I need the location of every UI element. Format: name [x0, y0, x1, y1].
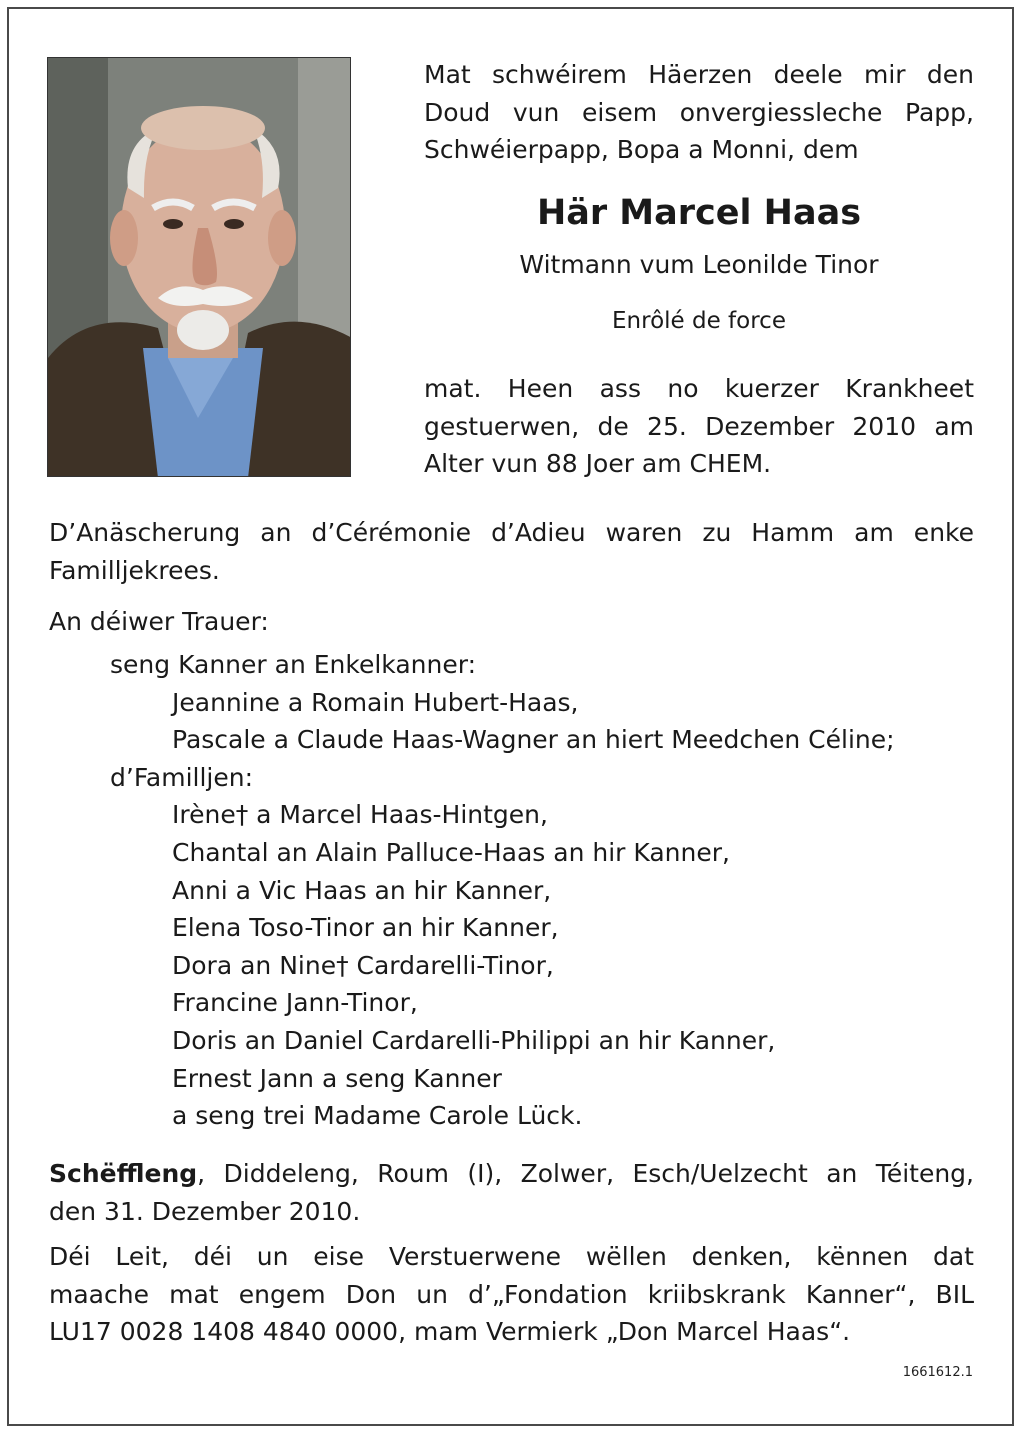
deceased-name: Här Marcel Haas — [536, 193, 862, 233]
place-line-1 — [49, 1155, 974, 1193]
cremation-text — [49, 514, 974, 589]
mourner-entry: Francine Jann-Tinor, — [172, 988, 418, 1018]
donation-line-2: maache mat engem Don un d’„Fondation kriibskrank Kanner“, BIL — [49, 1279, 974, 1309]
death-line-2: gestuerwen, de 25. Dezember 2010 am — [424, 411, 974, 441]
mourner-entry: a seng trei Madame Carole Lück. — [172, 1101, 583, 1131]
mourner-group-heading: seng Kanner an Enkelkanner: — [110, 650, 476, 679]
mourners-heading: An déiwer Trauer: — [49, 607, 269, 636]
mourner-entry: Doris an Daniel Cardarelli-Philippi an hir Kanner, — [172, 1026, 776, 1055]
place-line-2: den 31. Dezember 2010. — [49, 1196, 361, 1226]
mourner-entry: Dora an Nine† Cardarelli-Tinor, — [172, 950, 554, 980]
intro-line-2: Doud vun eisem onvergiessleche Papp, — [424, 97, 974, 127]
reference-number: 1661612.1 — [902, 1365, 973, 1380]
intro-line-3: Schwéierpapp, Bopa a Monni, dem — [424, 135, 859, 164]
mourner-entry: Irène† a Marcel Haas-Hintgen, — [172, 800, 548, 830]
cremation-line-2: Familljekrees. — [49, 555, 220, 585]
mourner-entry: Jeannine a Romain Hubert-Haas, — [172, 687, 579, 717]
place-date — [49, 1155, 974, 1230]
mourner-entry: Chantal an Alain Palluce-Haas an hir Kanner, — [172, 838, 730, 867]
donation-text — [49, 1238, 974, 1351]
death-line-3: Alter vun 88 Joer am CHEM. — [424, 449, 772, 478]
donation-line-1: Déi Leit, déi un eise Verstuerwene wëllen denken, kënnen dat — [49, 1242, 974, 1271]
mourner-entry: Ernest Jann a seng Kanner — [172, 1063, 502, 1093]
place-rest: , Diddeleng, Roum (I), Zolwer, Esch/Uelzecht an Téiteng, — [197, 1159, 974, 1188]
enrole-line: Enrôlé de force — [612, 308, 786, 334]
intro-text — [424, 56, 974, 169]
death-line-1: mat. Heen ass no kuerzer Krankheet — [424, 374, 974, 403]
portrait-photo — [47, 57, 351, 477]
place-bold: Schëffleng — [49, 1159, 198, 1188]
death-text — [424, 370, 974, 483]
portrait-image — [48, 58, 351, 477]
mourner-entry: Anni a Vic Haas an hir Kanner, — [172, 875, 552, 905]
mourner-entry: Elena Toso-Tinor an hir Kanner, — [172, 913, 559, 943]
cremation-line-1: D’Anäscherung an d’Cérémonie d’Adieu waren zu Hamm am enke — [49, 518, 974, 547]
donation-line-3: LU17 0028 1408 4840 0000, mam Vermierk „Don Marcel Haas“. — [49, 1317, 851, 1346]
mourner-group-heading: d’Familljen: — [110, 762, 254, 792]
widow-line: Witmann vum Leonilde Tinor — [519, 250, 879, 279]
intro-line-1: Mat schwéirem Häerzen deele mir den — [424, 60, 974, 89]
mourner-entry: Pascale a Claude Haas-Wagner an hiert Meedchen Céline; — [172, 725, 895, 755]
